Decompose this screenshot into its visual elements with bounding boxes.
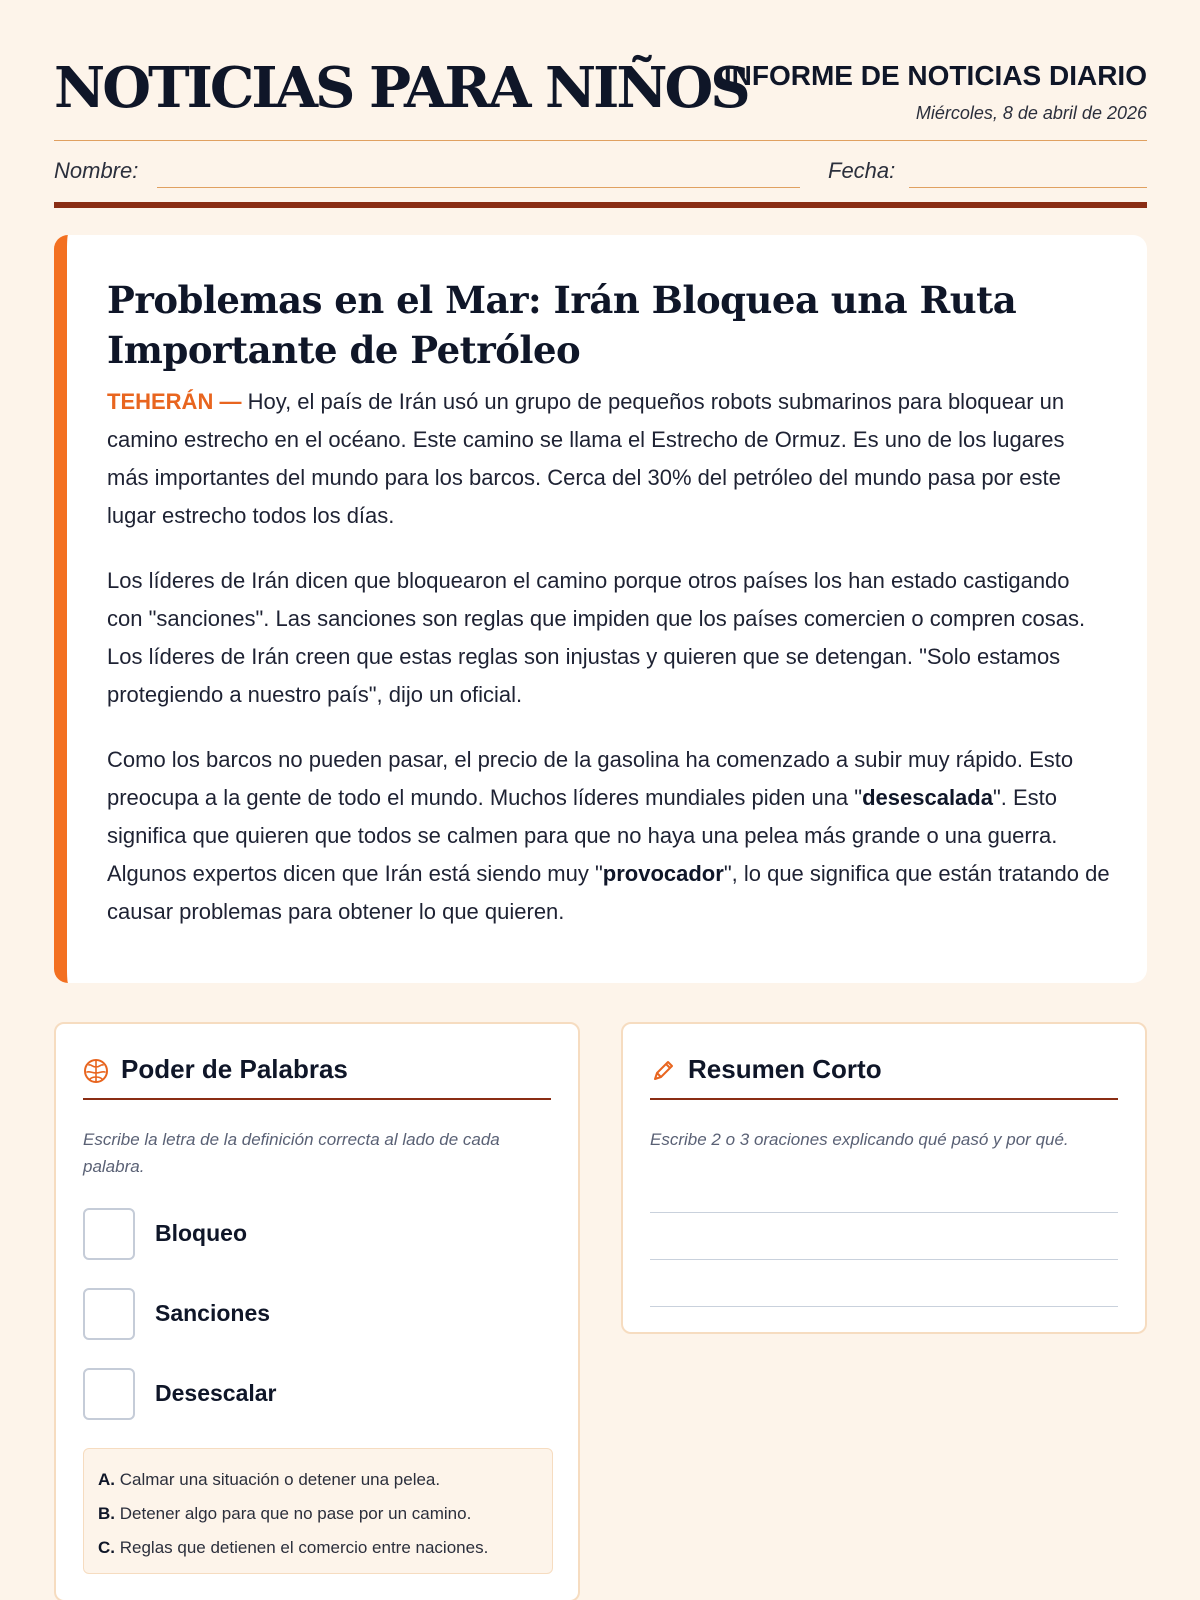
paragraph-3-text-b: ". Esto significa que quieren que todos se calmen para que no haya una pelea más grande o una guerra. Algunos expertos dicen que Irán está siendo muy ": [107, 785, 1058, 886]
definition-letter: A.: [98, 1470, 115, 1489]
student-fields: [54, 158, 1147, 188]
brand-title: NOTICIAS PARA NIÑOS: [54, 55, 748, 121]
paragraph-1-text: Hoy, el país de Irán usó un grupo de pequeños robots submarinos para bloquear un camino estrecho en el océano. Este camino se llama el Estrecho de Ormuz. Es uno de los lugares más importantes del mundo para los barcos. Cerca del 30% del petróleo del mundo pasa por este lugar estrecho todos los días.: [107, 389, 1065, 528]
report-label: INFORME DE NOTICIAS DIARIO: [723, 60, 1147, 91]
date-label: Fecha:: [828, 158, 896, 183]
vocab-word: Sanciones: [155, 1300, 271, 1326]
paragraph-3-text-c: ", lo que significa que están tratando de causar problemas para obtener lo que quieren.: [107, 861, 1110, 924]
issue-date: Miércoles, 8 de abril de 2026: [915, 103, 1147, 123]
term-desescalada: desescalada: [862, 785, 993, 810]
article-paragraph-2: Los líderes de Irán dicen que bloquearon el camino porque otros países los han estado castigando con "sanciones". Las sanciones son reglas que impiden que los países comercien o compren cosas. Los líderes de Irán creen que estas reglas son injustas y quieren que se detengan. "Solo estamos protegiendo a nuestro país", dijo un oficial.: [107, 568, 1086, 707]
definitions-box: [83, 1448, 553, 1574]
definition-text: Calmar una situación o detener una pelea.: [119, 1470, 441, 1489]
header-rule: [54, 202, 1147, 208]
summary-card-header: [650, 1052, 1118, 1100]
name-field[interactable]: [157, 187, 800, 188]
definition-letter: C.: [98, 1538, 115, 1557]
summary-card: [621, 1022, 1147, 1334]
summary-title: Resumen Corto: [688, 1054, 882, 1084]
masthead: [54, 0, 1147, 140]
dateline: TEHERÁN —: [107, 389, 242, 414]
definition-item: [98, 1497, 538, 1531]
worksheet-page: [54, 0, 1147, 1557]
vocab-word: Desescalar: [155, 1380, 277, 1406]
vocab-card-header: [83, 1052, 551, 1100]
answer-box-1[interactable]: [83, 1208, 135, 1260]
writing-line[interactable]: [650, 1212, 1118, 1213]
vocab-instructions: Escribe la letra de la definición correcta al lado de cada palabra.: [83, 1130, 500, 1176]
pencil-icon: [650, 1058, 676, 1084]
definition-text: Detener algo para que no pase por un camino.: [119, 1504, 472, 1523]
article-headline: Problemas en el Mar: Irán Bloquea una Ruta Importante de Petróleo: [107, 278, 1017, 372]
answer-box-2[interactable]: [83, 1288, 135, 1340]
writing-line[interactable]: [650, 1306, 1118, 1307]
date-field[interactable]: [909, 187, 1147, 188]
article-paragraph-1: [107, 383, 1111, 535]
paragraph-3-text-a: Como los barcos no pueden pasar, el precio de la gasolina ha comenzado a subir muy rápido. Esto preocupa a la gente de todo el mundo. Muchos líderes mundiales piden una ": [107, 747, 1074, 810]
answer-box-3[interactable]: [83, 1368, 135, 1420]
term-provocador: provocador: [602, 861, 724, 886]
definition-text: Reglas que detienen el comercio entre naciones.: [119, 1538, 489, 1557]
vocab-title: Poder de Palabras: [121, 1054, 348, 1084]
brain-icon: [83, 1058, 109, 1084]
definition-letter: B.: [98, 1504, 115, 1523]
summary-instructions: Escribe 2 o 3 oraciones explicando qué pasó y por qué.: [650, 1130, 1069, 1149]
article-paragraph-3: [107, 741, 1111, 931]
vocab-word: Bloqueo: [155, 1220, 247, 1246]
definition-item: [98, 1463, 538, 1497]
definition-item: [98, 1531, 538, 1565]
vocab-card: [54, 1022, 580, 1600]
masthead-divider: [54, 140, 1147, 141]
writing-line[interactable]: [650, 1259, 1118, 1260]
name-label: Nombre:: [54, 158, 139, 183]
article-card: [54, 235, 1147, 983]
